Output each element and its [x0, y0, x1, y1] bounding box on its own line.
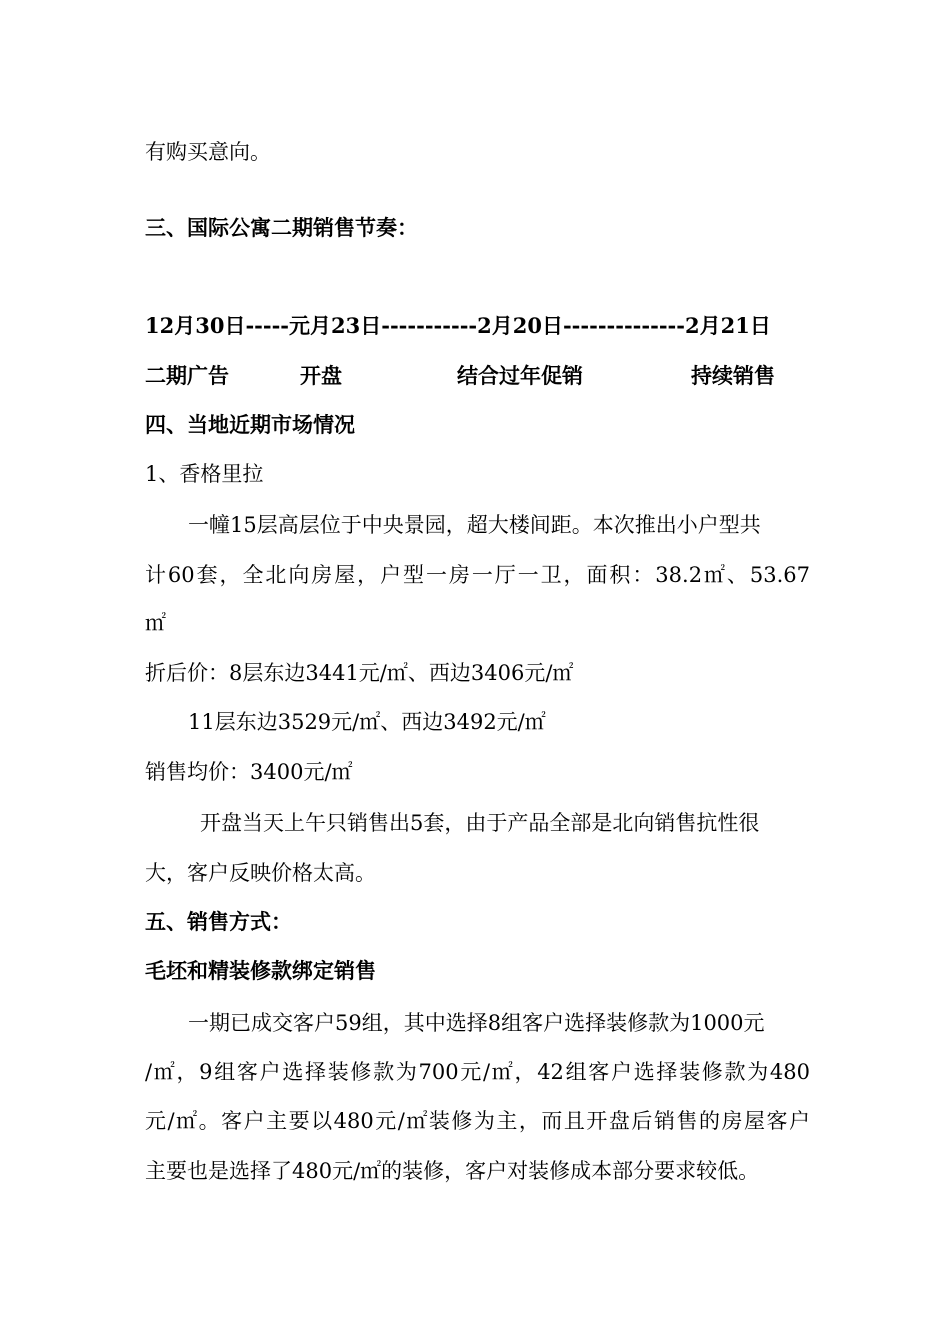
phase-promotion: 结合过年促销 [457, 363, 583, 388]
para-line-2: /㎡，9组客户选择装修款为700元/㎡，42组客户选择装修款为480 [145, 1060, 810, 1084]
section-heading-5: 五、销售方式： [145, 909, 292, 934]
item1-desc-line-2: 计60套，全北向房屋，户型一房一厅一卫，面积：38.2㎡、53.67 [145, 563, 810, 587]
opening-line-2: 大，客户反映价格太高。 [145, 861, 376, 885]
phase-opening: 开盘 [300, 363, 342, 388]
para-line-4: 主要也是选择了480元/㎡的装修，客户对装修成本部分要求较低。 [145, 1159, 760, 1183]
section-heading-3: 三、国际公寓二期销售节奏： [145, 215, 418, 240]
price-line-1: 折后价：8层东边3441元/㎡、西边3406元/㎡ [145, 661, 574, 685]
item1-desc-line-3: ㎡ [145, 611, 166, 635]
timeline-dates: 12月30日-----元月23日-----------2月20日--------------2月21日 [145, 313, 771, 338]
paragraph-continuation: 有购买意向。 [145, 140, 271, 164]
price-line-2: 11层东边3529元/㎡、西边3492元/㎡ [188, 710, 546, 734]
subheading-bundled-sales: 毛坯和精装修款绑定销售 [145, 958, 376, 983]
average-price: 销售均价：3400元/㎡ [145, 760, 353, 784]
item1-desc-line-1: 一幢15层高层位于中央景园，超大楼间距。本次推出小户型共 [188, 513, 761, 537]
phase-continuous: 持续销售 [691, 363, 775, 388]
para-line-3: 元/㎡。客户主要以480元/㎡装修为主，而且开盘后销售的房屋客户 [145, 1109, 810, 1133]
opening-line-1: 开盘当天上午只销售出5套，由于产品全部是北向销售抗性很 [200, 811, 760, 835]
phase-ad: 二期广告 [145, 363, 229, 388]
list-item-1-title: 1、香格里拉 [145, 462, 264, 486]
para-line-1: 一期已成交客户59组，其中选择8组客户选择装修款为1000元 [188, 1011, 765, 1035]
section-heading-4: 四、当地近期市场情况 [145, 412, 355, 437]
